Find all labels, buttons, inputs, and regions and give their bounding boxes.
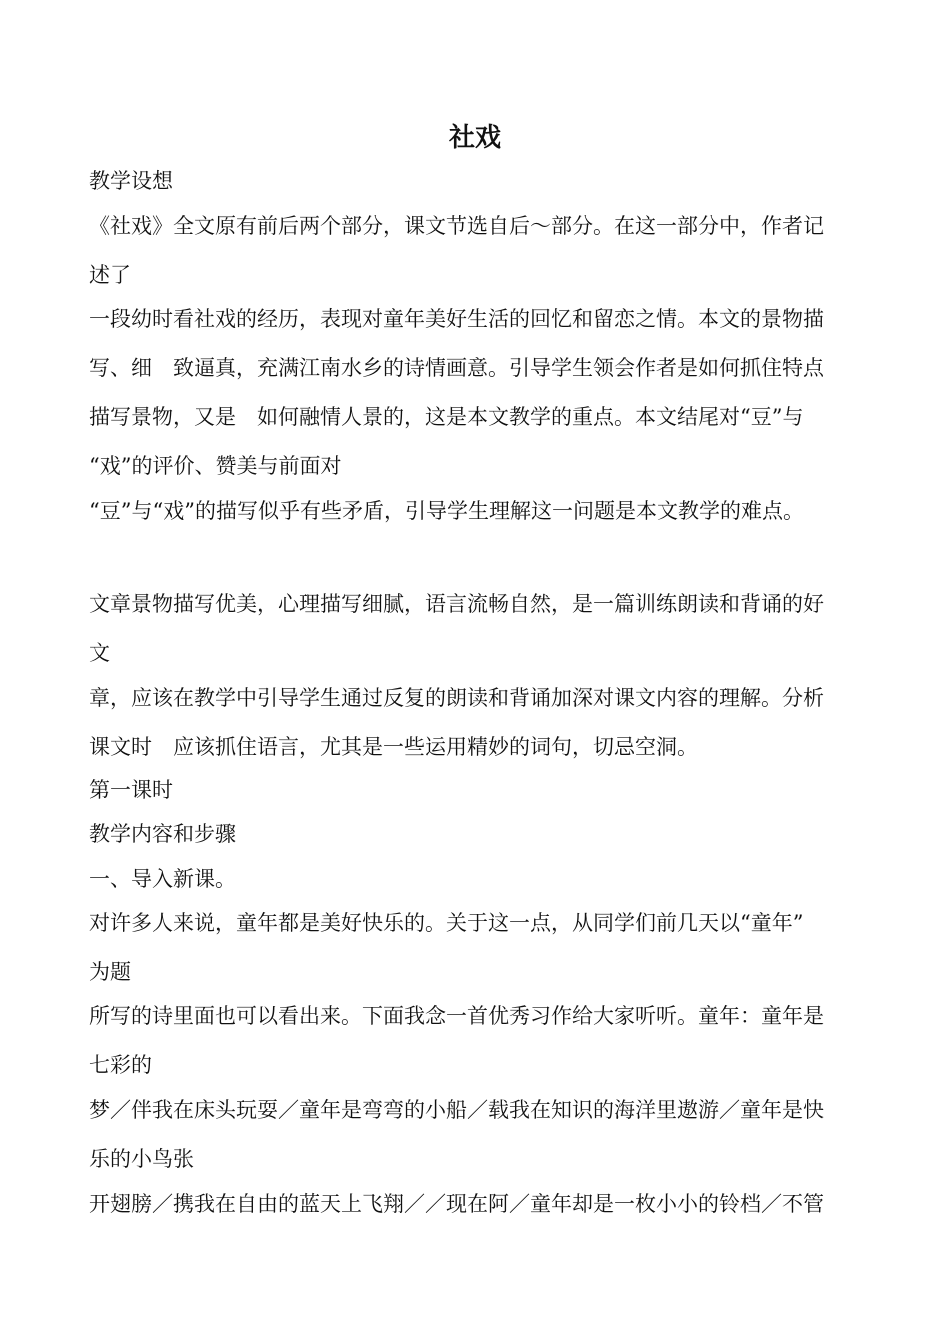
- text-line: “豆”与“戏”的描写似乎有些矛盾，引导学生理解这一问题是本文教学的难点。: [89, 499, 804, 523]
- text-line: 对许多人来说，童年都是美好快乐的。关于这一点，从同学们前几天以“童年”: [89, 911, 804, 935]
- section-heading-first-lesson: 第一课时: [89, 778, 173, 802]
- section-heading-content-steps: 教学内容和步骤: [89, 822, 236, 846]
- text-line: 一段幼时看社戏的经历，表现对童年美好生活的回忆和留恋之情。本文的景物描: [89, 307, 824, 331]
- text-line: 文章景物描写优美，心理描写细腻，语言流畅自然，是一篇训练朗读和背诵的好: [89, 592, 824, 616]
- text-line: 《社戏》全文原有前后两个部分，课文节选自后～部分。在这一部分中，作者记: [89, 214, 824, 238]
- section-heading-teaching-idea: 教学设想: [89, 169, 173, 193]
- text-line: 七彩的: [89, 1053, 152, 1077]
- text-line: 文: [89, 641, 110, 665]
- text-line: 所写的诗里面也可以看出来。下面我念一首优秀习作给大家听听。童年：童年是: [89, 1004, 824, 1028]
- text-line: 梦／伴我在床头玩耍／童年是弯弯的小船／载我在知识的海洋里遨游／童年是快: [89, 1098, 824, 1122]
- text-line: 写、细 致逼真，充满江南水乡的诗情画意。引导学生领会作者是如何抓住特点: [89, 356, 824, 380]
- text-line: 述了: [89, 263, 131, 287]
- section-heading-introduction: 一、导入新课。: [89, 867, 236, 891]
- text-line: 为题: [89, 960, 131, 984]
- text-line: 章，应该在教学中引导学生通过反复的朗读和背诵加深对课文内容的理解。分析: [89, 686, 824, 710]
- page-title: 社戏: [448, 123, 501, 153]
- text-line: 乐的小鸟张: [89, 1147, 194, 1171]
- text-line: “戏”的评价、赞美与前面对: [89, 454, 342, 478]
- text-line: 开翅膀／携我在自由的蓝天上飞翔／／现在阿／童年却是一枚小小的铃档／不管: [89, 1192, 824, 1216]
- text-line: 课文时 应该抓住语言，尤其是一些运用精妙的词句，切忌空洞。: [89, 735, 698, 759]
- text-line: 描写景物，又是 如何融情人景的，这是本文教学的重点。本文结尾对“豆”与: [89, 405, 804, 429]
